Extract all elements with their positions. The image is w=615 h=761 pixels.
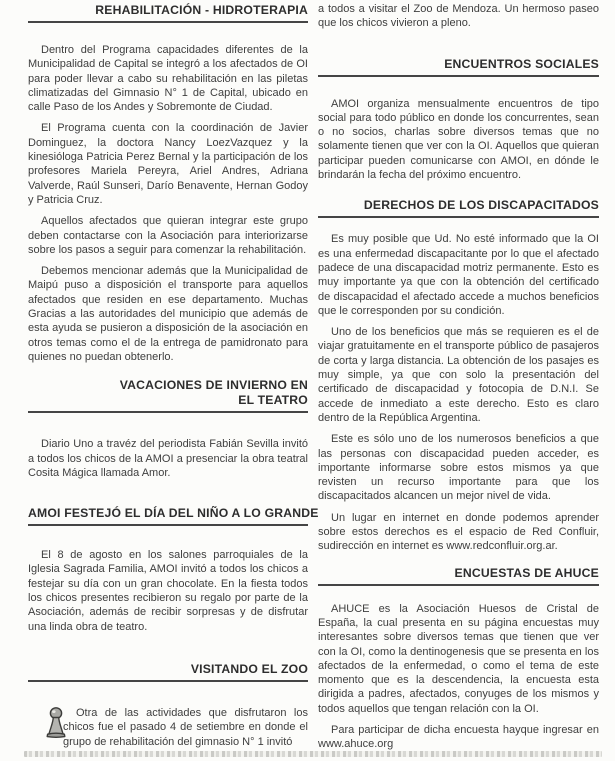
heading-text: REHABILITACIÓN - HIDROTERAPIA: [95, 3, 308, 17]
section-heading-rehabilitacion: [28, 3, 308, 23]
heading-text: ENCUESTAS DE AHUCE: [454, 565, 599, 580]
continuation-paragraph: a todos a visitar el Zoo de Mendoza. Un hermoso paseo que los chicos vivieron a pleno.: [318, 3, 599, 30]
paragraph: Para participar de dicha encuesta hayque ingresar en www.ahuce.org: [318, 723, 599, 751]
paragraph: Debemos mencionar además que la Municipalidad de Maipú puso a disposición el transporte para aquellos afectados que residen en ese departamento. Muchas Gracias a las autoridades del municipio que además de esta ayuda se pusieron a disposición de la asociación en otros temas como el de la entrega de pamidronato para quienes no puedan obtenerlo.: [28, 265, 308, 363]
section-heading-vacaciones: [28, 378, 308, 413]
paragraph: AHUCE es la Asociación Huesos de Cristal de España, la cual presenta en su página encuestas muy interesantes sobre diversos temas que tienen que ver con la OI, como la dentinogenesis que se presenta en los afectados de la enfermedad, o como el tema de este momento que es la descendencia, la encuesta esta dirigida a padres, afectados, conyuges de los mismos y todos aquellos que tengan relación con la OI.: [318, 602, 599, 715]
paragraph: Uno de los beneficios que más se requieren es el de viajar gratuitamente en el transporte público de pasajeros de corta y larga distancia. La obtención de los pasajes es muy simple, ya que con solo la presentación del certificado de discapacidad y fotocopia de D.N.I. Se accede de inmediato a este derecho. Esto es claro dentro de la República Argentina.: [318, 326, 599, 424]
heading-text: VACACIONES DE INVIERNO EN EL TEATRO: [119, 378, 308, 408]
heading-text: DERECHOS DE LOS DISCAPACITADOS: [363, 198, 599, 213]
section-heading-dia-del-nino: [28, 506, 319, 526]
section-heading-derechos-discapacitados: [318, 198, 599, 218]
heading-text: AMOI FESTEJÓ EL DÍA DEL NIÑO A LO GRANDE: [28, 506, 319, 521]
paragraph: Diario Uno a travéz del periodista Fabián Sevilla invitó a todos los chicos de la AMOI a presenciar la obra teatral Cosita Mágica llamada Amor.: [28, 438, 308, 479]
page-bottom-scan-edge: [24, 751, 602, 757]
heading-text: ENCUENTROS SOCIALES: [444, 56, 599, 71]
paragraph: Es muy posible que Ud. No esté informado que la OI es una enfermedad discapacitante por lo que el afectado padece de una discapacidad motriz permanente. Esto es muy importante ya que con la obtención del certificado de discapacidad el afectado accede a muchos beneficios que le corresponden por su condición.: [318, 233, 599, 317]
paragraph: Este es sólo uno de los numerosos beneficios a que las personas con discapacidad pueden acceder, es importante informarse sobre estos mismos ya que revisten un recurso importante para que los discapacitados alcancen un mejor nivel de vida.: [318, 433, 599, 503]
paragraph: AMOI organiza mensualmente encuentros de tipo social para todo público en donde los concurrentes, sean o no socios, charlas sobre diversos temas que no solamente tienen que ver con la OI. Aquellos que quieran participar pueden comunicarse con AMOI, en dónde le brindarán la fecha del próximo encuentro.: [318, 97, 599, 182]
paragraph: Aquellos afectados que quieran integrar este grupo deben contactarse con la Asociación para interiorizarse sobre los pasos a seguir para comenzar la rehabilitación.: [28, 215, 308, 256]
section-heading-encuestas-ahuce: [318, 566, 599, 586]
paragraph: Dentro del Programa capacidades diferentes de la Municipalidad de Capital se integró a los afectados de OI para poder llevar a cabo su rehabilitación en las piletas climatizadas del Gimnasio N° 1 de Capital, ubicado en calle Paso de los Andes y Sobremonte de Ciudad.: [28, 44, 308, 114]
left-column: [28, 0, 319, 749]
heading-text: VISITANDO EL ZOO: [190, 661, 308, 676]
section-heading-encuentros-sociales: [318, 57, 599, 77]
paragraph-text: Otra de las actividades que disfrutaron los chicos fue el pasado 4 de setiembre en donde el grupo de rehabilitación del gimnasio N° 1 invitó: [63, 706, 308, 748]
paragraph: El Programa cuenta con la coordinación de Javier Dominguez, la doctora Nancy LoezVazquez y la kinesióloga Patricia Perez Bernal y la participación de los profesores Mariela Pereyra, Ariel Andres, Adriana Valverde, Raúl Sunseri, Darío Benavente, Hernan Godoy y Patricia Cruz.: [28, 122, 308, 206]
right-column: [318, 0, 599, 752]
chess-pawn-icon: [30, 707, 56, 738]
section-heading-visitando-zoo: [28, 662, 308, 682]
paragraph-with-icon: [28, 706, 308, 749]
paragraph: Un lugar en internet en donde podemos aprender sobre estos derechos es el espacio de Red Confluir, sudirección en internet es www.redconfluir.org.ar.: [318, 511, 599, 553]
paragraph: El 8 de agosto en los salones parroquiales de la Iglesia Sagrada Familia, AMOI invitó a todos los chicos a festejar su día con un gran chocolate. En la fiesta todos los chicos presentes recibieron su regalo por parte de la Asociación, además de recibir sorpresas y de disfrutar una linda obra de teatro.: [28, 549, 308, 633]
